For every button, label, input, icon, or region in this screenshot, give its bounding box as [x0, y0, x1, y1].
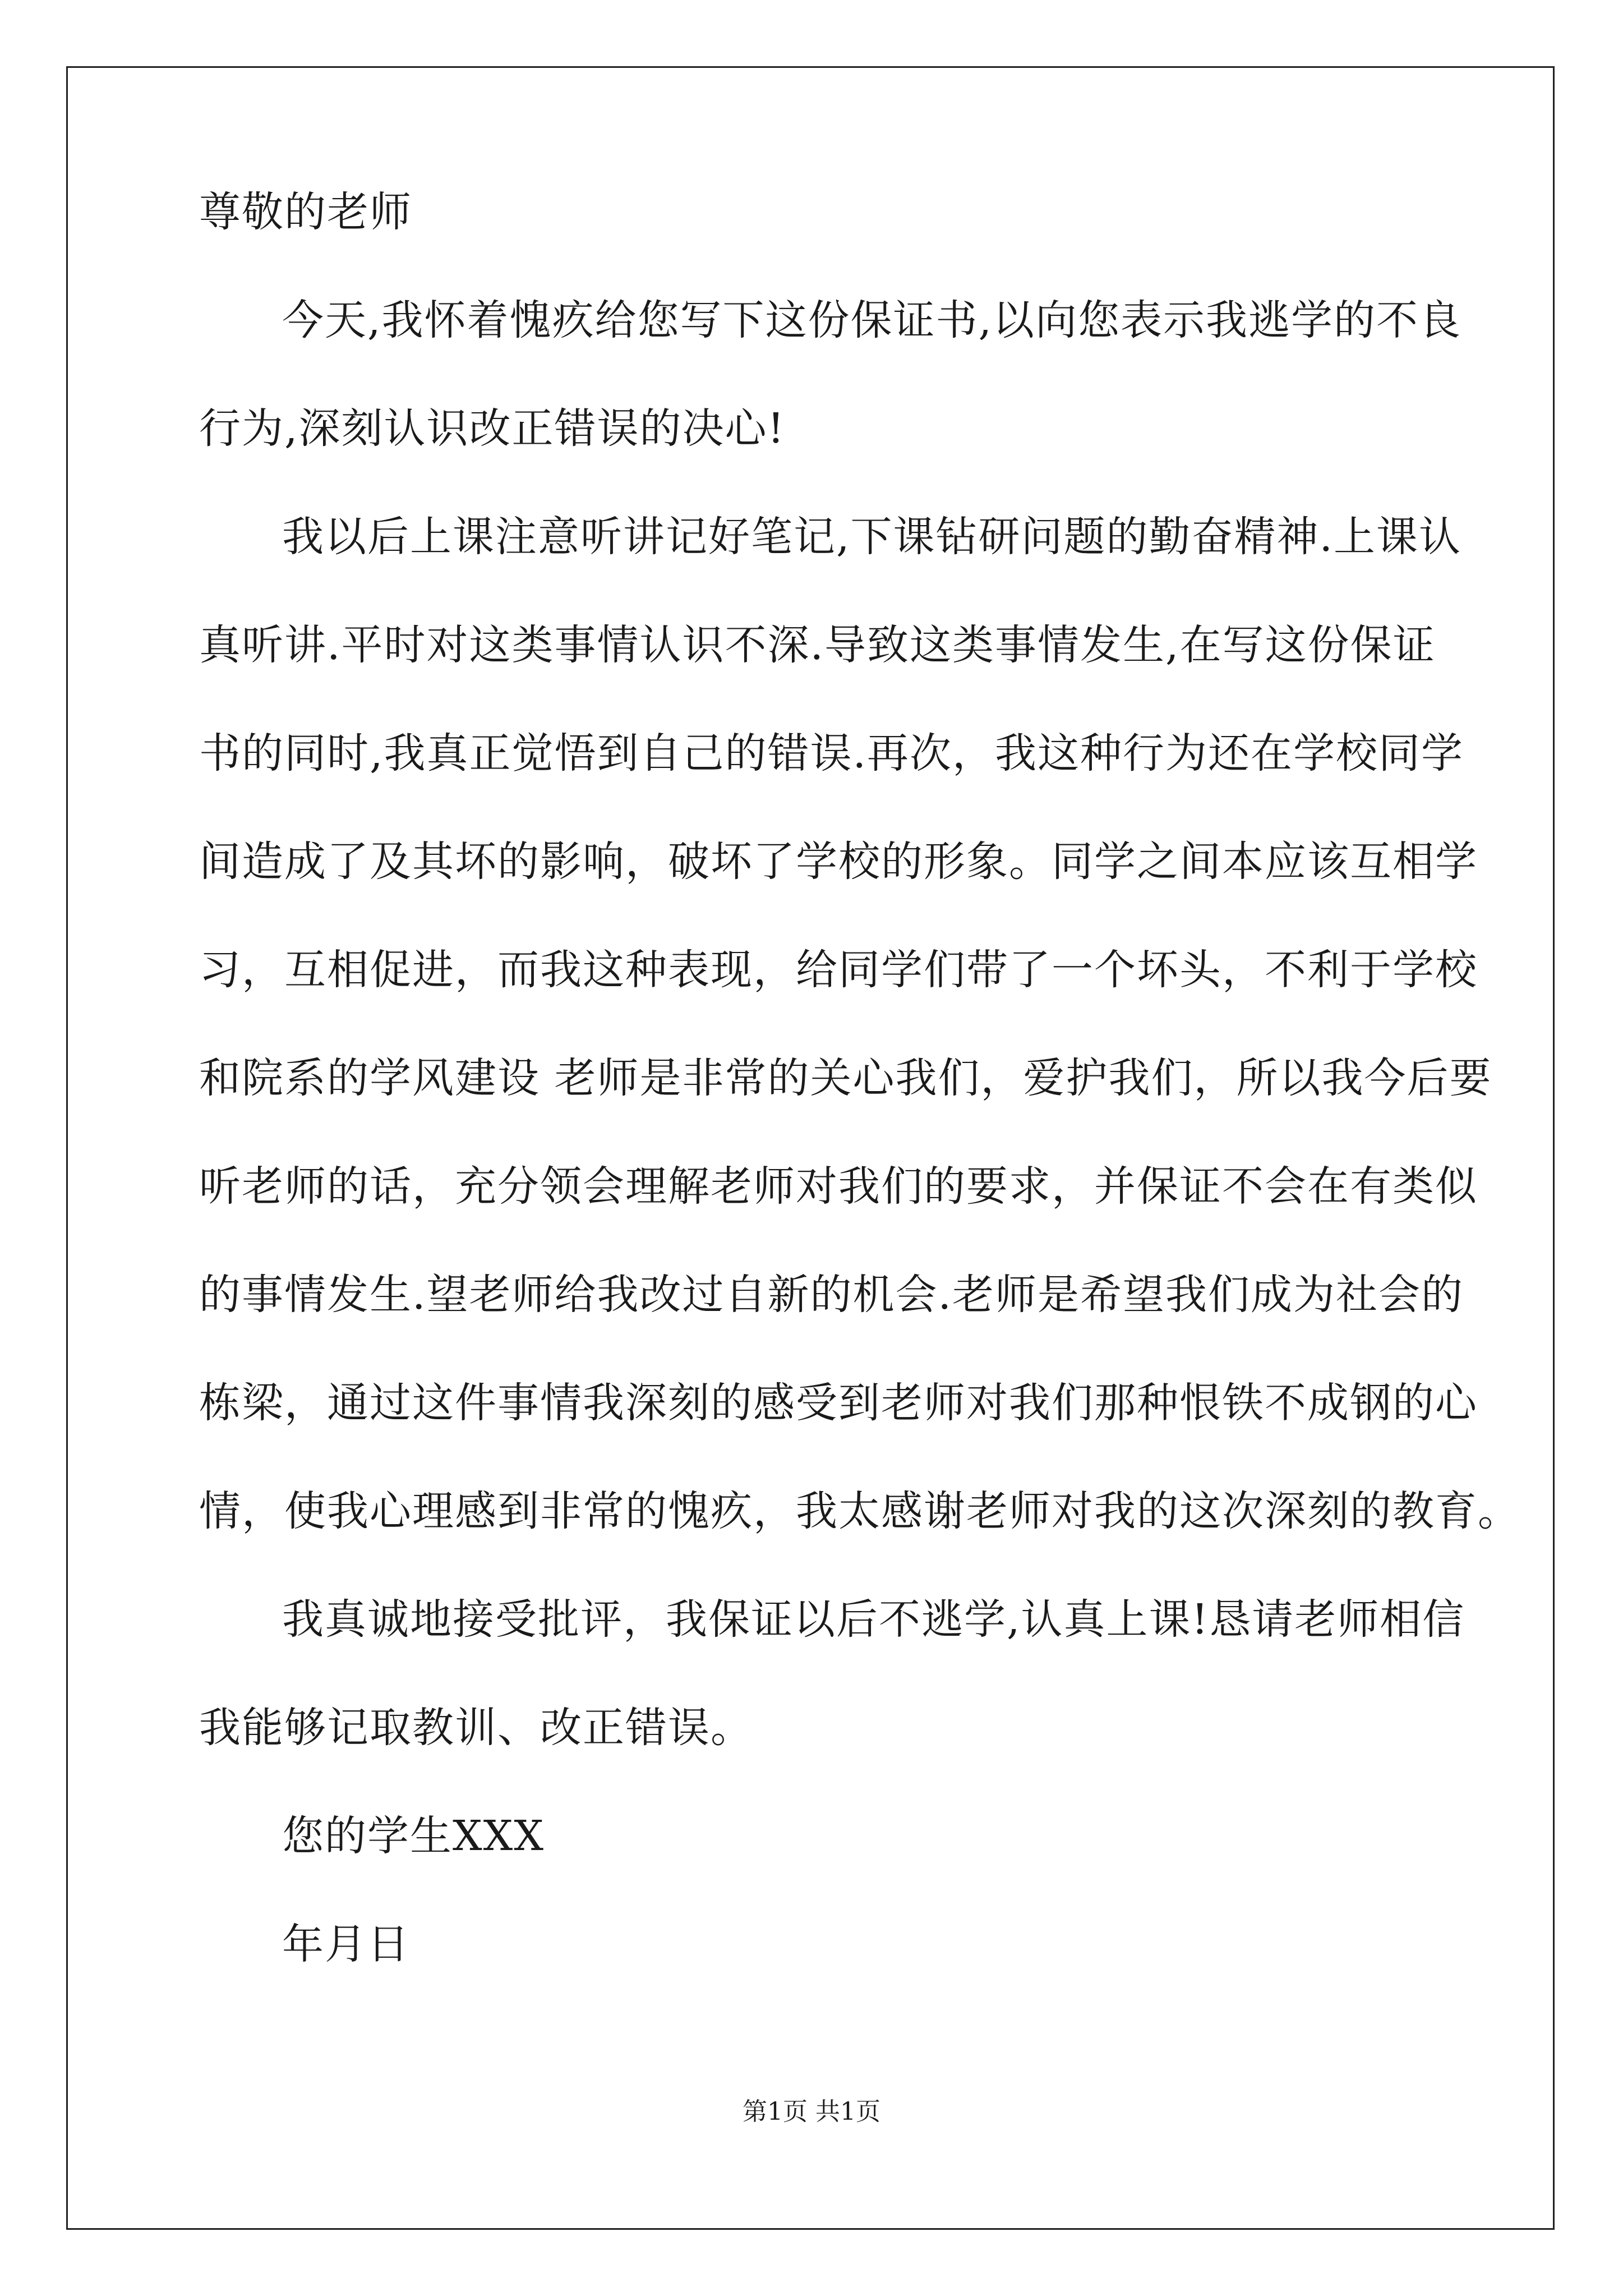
- paragraph-2-line-6: 和院系的学风建设 老师是非常的关心我们，爱护我们，所以我今后要: [199, 1054, 1492, 1102]
- paragraph-2-line-4: 间造成了及其坏的影响，破坏了学校的形象。同学之间本应该互相学: [199, 838, 1478, 886]
- salutation: 尊敬的老师: [199, 188, 412, 236]
- paragraph-2-line-5: 习，互相促进，而我这种表现，给同学们带了一个坏头，不利于学校: [199, 946, 1478, 994]
- paragraph-2-line-7: 听老师的话，充分领会理解老师对我们的要求，并保证不会在有类似: [199, 1162, 1478, 1211]
- paragraph-1-line-2: 行为,深刻认识改正错误的决心!: [199, 404, 786, 453]
- paragraph-2-line-8: 的事情发生.望老师给我改过自新的机会.老师是希望我们成为社会的: [199, 1271, 1464, 1319]
- page-footer: 第1页 共1页: [743, 2097, 880, 2126]
- paragraph-3-line-2: 我能够记取教训、改正错误。: [199, 1704, 753, 1752]
- paragraph-2-line-9: 栋梁，通过这件事情我深刻的感受到老师对我们那种恨铁不成钢的心: [199, 1379, 1478, 1427]
- signature: 您的学生XXX: [282, 1812, 545, 1860]
- paragraph-2-line-3: 书的同时,我真正觉悟到自己的错误.再次，我这种行为还在学校同学: [199, 729, 1464, 777]
- date-line: 年月日: [282, 1920, 410, 1968]
- paragraph-1-line-1: 今天,我怀着愧疚给您写下这份保证书,以向您表示我逃学的不良: [282, 296, 1462, 344]
- paragraph-2-line-10: 情，使我心理感到非常的愧疚，我太感谢老师对我的这次深刻的教育。: [199, 1487, 1520, 1535]
- paragraph-2-line-1: 我以后上课注意听讲记好笔记,下课钻研问题的勤奋精神.上课认: [282, 513, 1462, 561]
- paragraph-3-line-1: 我真诚地接受批评，我保证以后不逃学,认真上课!恳请老师相信: [282, 1595, 1465, 1644]
- paragraph-2-line-2: 真听讲.平时对这类事情认识不深.导致这类事情发生,在写这份保证: [199, 621, 1436, 669]
- page-border: [66, 66, 1555, 2230]
